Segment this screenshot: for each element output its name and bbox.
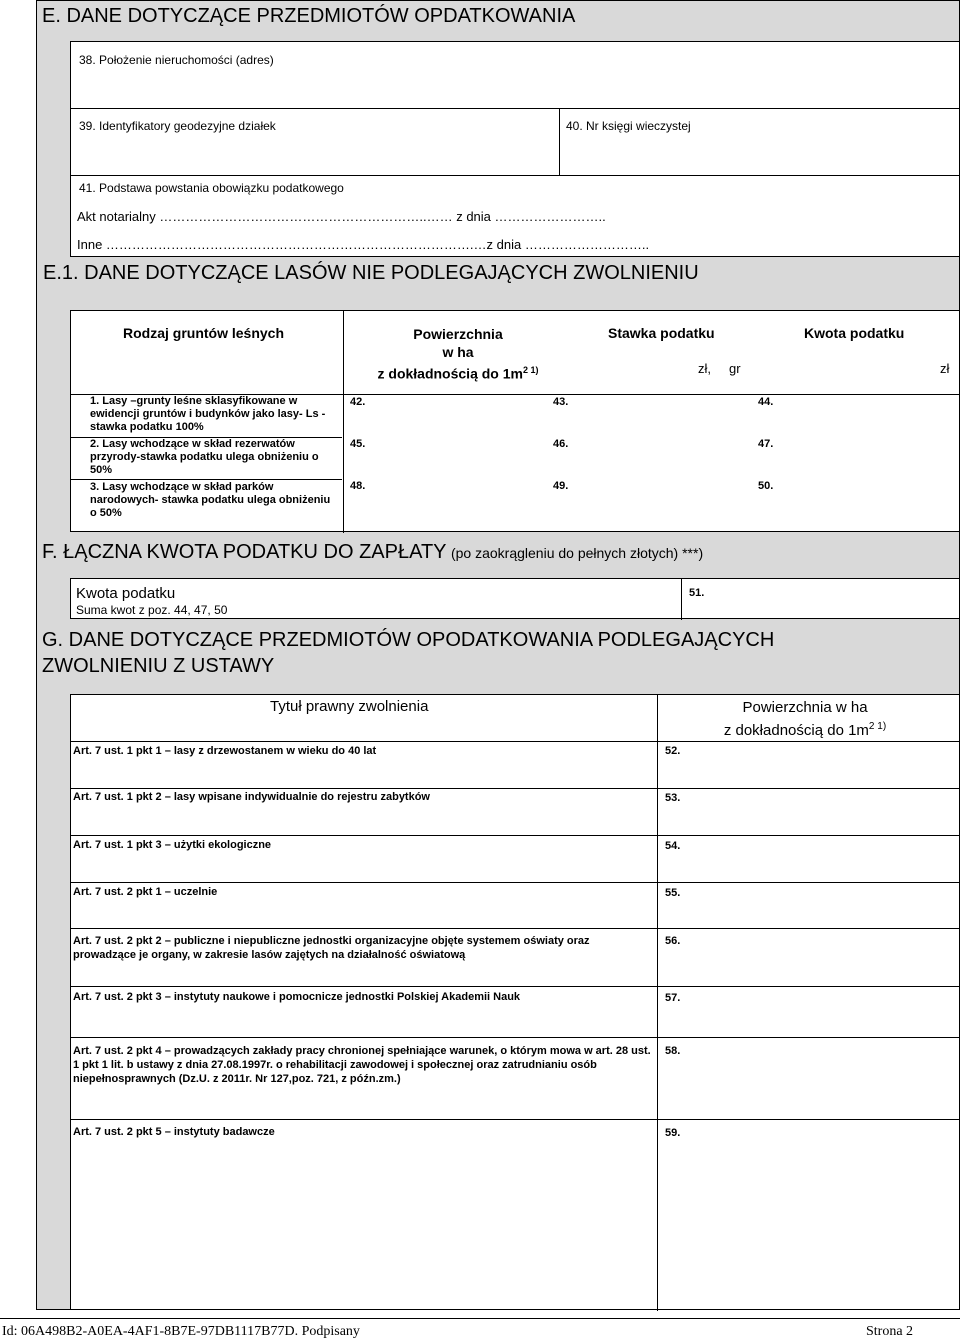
e1-field-45[interactable]: 45. [350,438,366,450]
inne-line: Inne ………………………………………………………………………….…z dnia ……………………….. [77,237,650,252]
f-kwota-label: Kwota podatku [76,585,176,602]
g-field-52[interactable]: 52. [665,745,681,757]
e1-field-50[interactable]: 50. [758,480,774,492]
e1-header-stawka-unit: zł, gr [698,361,741,376]
e1-field-49[interactable]: 49. [553,480,569,492]
e1-header-stawka: Stawka podatku [608,325,715,341]
e1-field-44[interactable]: 44. [758,396,774,408]
g-field-55[interactable]: 55. [665,887,681,899]
g-row-57-text: Art. 7 ust. 2 pkt 3 – instytuty naukowe i pomocnicze jednostki Polskiej Akademii Nauk [73,991,521,1003]
f-field-51[interactable]: 51. [689,587,705,599]
e1-field-47[interactable]: 47. [758,438,774,450]
g-field-59[interactable]: 59. [665,1127,681,1139]
e1-header-powierzchnia: Powierzchnia w ha z dokładnością do $1m^{2 1)}$ [377,326,539,382]
g-field-58[interactable]: 58. [665,1045,681,1057]
e1-row-3-label: 3. Lasy wchodzące w skład parków narodowych- stawka podatku ulega obniżeniu o 50% [90,481,331,519]
e1-field-46[interactable]: 46. [553,438,569,450]
e1-field-43[interactable]: 43. [553,396,569,408]
g-header-tytul: Tytuł prawny zwolnienia [270,698,429,715]
e1-row-2-label: 2. Lasy wchodzące w skład rezerwatów przyrody-stawka podatku ulega obniżeniu o 50% [90,438,319,476]
g-field-56[interactable]: 56. [665,935,681,947]
footer-document-id: Id: 06A498B2-A0EA-4AF1-8B7E-97DB1117B77D. Podpisany [2,1324,360,1339]
field-41-basis[interactable] [70,175,960,257]
section-e1-title: E.1. DANE DOTYCZĄCE LASÓW NIE PODLEGAJĄCYCH ZWOLNIENIU [43,262,699,284]
field-39-label: 39. Identyfikatory geodezyjne działek [79,119,276,133]
section-f-title: F. ŁĄCZNA KWOTA PODATKU DO ZAPŁATY (po zaokrągleniu do pełnych złotych) ***) [42,541,704,563]
g-row-56-text: Art. 7 ust. 2 pkt 2 – publiczne i niepubliczne jednostki organizacyjne objęte systemem oświaty oraz prowadzące je organy, w zakresie lasów zajętych na działalność oświatową [73,935,590,961]
section-g-title: G. DANE DOTYCZĄCE PRZEDMIOTÓW OPODATKOWANIA PODLEGAJĄCYCH ZWOLNIENIU Z USTAWY [42,629,775,677]
field-40-label: 40. Nr księgi wieczystej [566,119,691,133]
field-38-address[interactable] [70,41,960,109]
f-suma-label: Suma kwot z poz. 44, 47, 50 [76,603,228,617]
g-row-59-text: Art. 7 ust. 2 pkt 5 – instytuty badawcze [73,1126,275,1138]
e1-header-rodzaj: Rodzaj gruntów leśnych [123,325,285,341]
g-header-powierzchnia: Powierzchnia w ha z dokładnością do $1m^{2 1)}$ [723,699,887,739]
section-e-title: E. DANE DOTYCZĄCE PRZEDMIOTÓW OPDATKOWANIA [42,5,576,27]
g-row-54-text: Art. 7 ust. 1 pkt 3 – użytki ekologiczne [73,839,272,851]
g-field-57[interactable]: 57. [665,992,681,1004]
e1-header-kwota-unit: zł [940,361,950,376]
e1-field-42[interactable]: 42. [350,396,366,408]
g-row-58-text: Art. 7 ust. 2 pkt 4 – prowadzących zakłady pracy chronionej spełniające warunek, o którym mowa w art. 28 ust. 1 pkt 1 lit. b ustawy z dnia 27.08.1997r. o rehabilitacji zawodowej i społecznej oraz zatrudnianiu osób niepełnosprawnych (Dz.U. z 2011r. Nr 127,poz. 721, z późn.zm.) [73,1045,651,1085]
field-40-land-register[interactable] [559,108,960,176]
g-row-53-text: Art. 7 ust. 1 pkt 2 – lasy wpisane indywidualnie do rejestru zabytków [73,791,430,803]
akt-notarialny-line: Akt notarialny ……………………………………………………..…… z dnia …………………….. [77,209,606,224]
e1-header-kwota: Kwota podatku [804,325,905,341]
field-38-label: 38. Położenie nieruchomości (adres) [79,53,274,67]
e1-field-48[interactable]: 48. [350,480,366,492]
g-row-52-text: Art. 7 ust. 1 pkt 1 – lasy z drzewostanem w wieku do 40 lat [73,745,377,757]
field-41-label: 41. Podstawa powstania obowiązku podatkowego [79,181,344,195]
e1-row-1-label: 1. Lasy –grunty leśne sklasyfikowane w ewidencji gruntów i budynków jako lasy- Ls -stawka podatku 100% [90,395,326,433]
g-field-54[interactable]: 54. [665,840,681,852]
g-field-53[interactable]: 53. [665,792,681,804]
g-row-55-text: Art. 7 ust. 2 pkt 1 – uczelnie [73,886,218,898]
field-39-identifiers[interactable] [70,108,560,176]
footer-page-number: Strona 2 [866,1324,914,1339]
